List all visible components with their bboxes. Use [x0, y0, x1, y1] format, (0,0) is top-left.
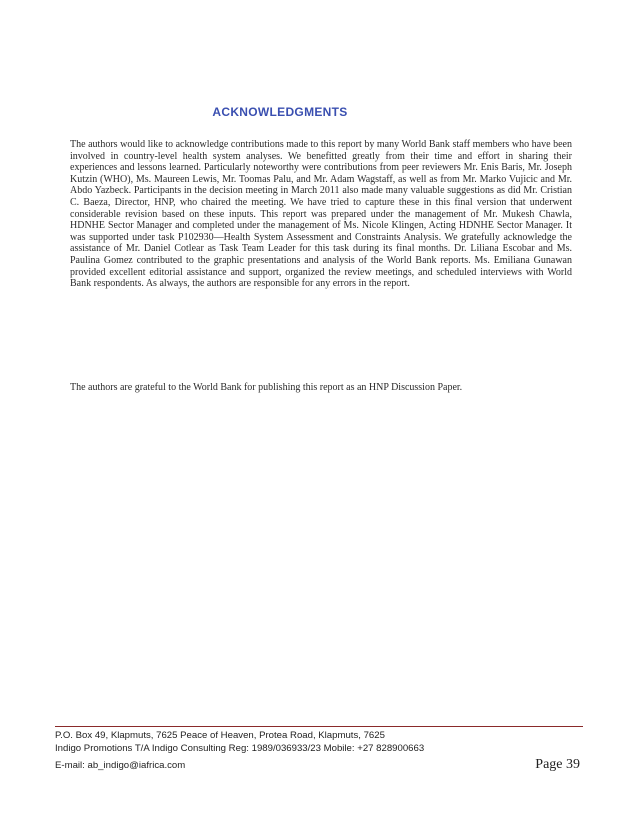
footer-company-registration: Indigo Promotions T/A Indigo Consulting Reg: 1989/036933/23 Mobile: +27 828900663 [55, 743, 425, 754]
acknowledgment-paragraph: The authors would like to acknowledge contributions made to this report by many World Bank staff members who have been involved in country-level health system analyses. We benefitted greatly from their time and effort in sharing their experiences and lessons learned. Particularly noteworthy were contributions from peer reviewers Mr. Enis Baris, Mr. Joseph Kutzin (WHO), Ms. Maureen Lewis, Mr. Toomas Palu, and Mr. Adam Wagstaff, as well as from Mr. Marko Vujicic and Mr. Abdo Yazbeck. Participants in the decision meeting in March 2011 also made many valuable suggestions as did Mr. Cristian C. Baeza, Director, HNP, who chaired the meeting. We have tried to capture these in this final version that underwent considerable revision based on these inputs. This report was prepared under the management of Mr. Mukesh Chawla, HDNHE Sector Manager and completed under the management of Ms. Nicole Klingen, Acting HDNHE Sector Manager. It was supported under task P102930—Health System Assessment and Constraints Analysis. We gratefully acknowledge the assistance of Mr. Daniel Cotlear as Task Team Leader for this task during its final months. Dr. Liliana Escobar and Ms. Paulina Gomez contributed to the graphic presentations and analysis of the World Bank reports. Ms. Emiliana Gunawan provided excellent editorial assistance and support, organized the review meetings, and scheduled interviews with World Bank respondents. As always, the authors are responsible for any errors in the report. [70, 139, 572, 290]
section-heading: ACKNOWLEDGMENTS [212, 105, 348, 119]
footer-address: P.O. Box 49, Klapmuts, 7625 Peace of Heaven, Protea Road, Klapmuts, 7625 [55, 730, 385, 741]
footer-divider [55, 726, 583, 727]
closing-paragraph: The authors are grateful to the World Bank for publishing this report as an HNP Discussion Paper. [70, 382, 463, 393]
footer-email: E-mail: ab_indigo@iafrica.com [55, 760, 186, 771]
page-number: Page 39 [535, 757, 580, 772]
